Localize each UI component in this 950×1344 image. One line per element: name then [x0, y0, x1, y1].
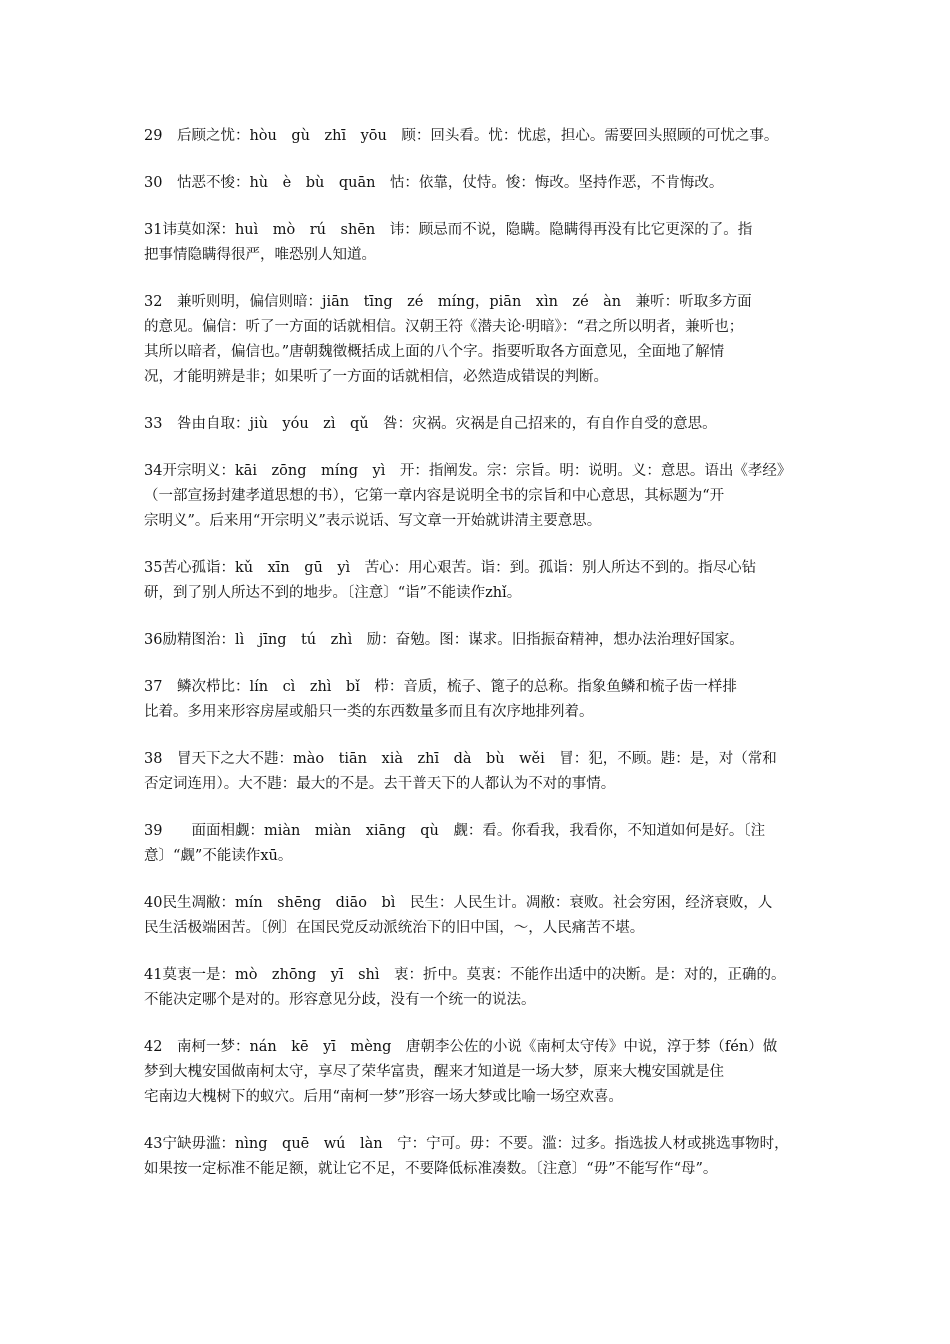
entry-line: 41莫衷一是：mò zhōng yī shì 衷：折中。莫衷：不能作出适中的决断。是：对的，正确的。 — [144, 967, 786, 983]
entry-line: 29 后顾之忧：hòu gù zhī yōu 顾：回头看。忧：忧虑，担心。需要回头照顾的可忧之事。 — [144, 128, 779, 144]
entry-line: 37 鳞次栉比：lín cì zhì bǐ 栉：音质，梳子、篦子的总称。指象鱼鳞和梳子齿一样排 — [144, 679, 737, 695]
entry-line: 把事情隐瞒得很严，唯恐别人知道。 — [144, 247, 376, 263]
entry-line: 31讳莫如深：huì mò rú shēn 讳：顾忌而不说，隐瞒。隐瞒得再没有比它更深的了。指 — [144, 222, 753, 238]
entry-line: 宅南边大槐树下的蚁穴。后用“南柯一梦”形容一场大梦或比喻一场空欢喜。 — [144, 1089, 623, 1105]
entry-line: 30 怙恶不悛：hù è bù quān 怙：依靠，仗恃。悛：悔改。坚持作恶，不肯悔改。 — [144, 175, 724, 191]
idiom-entry — [144, 218, 820, 268]
entry-line: 否定词连用）。大不韪：最大的不是。去干普天下的人都认为不对的事情。 — [144, 776, 616, 792]
idiom-entry — [144, 556, 820, 606]
entry-line: 39 面面相觑：miàn miàn xiāng qù 觑：看。你看我，我看你，不知道如何是好。〔注 — [144, 823, 766, 839]
entry-line: 35苦心孤诣：kǔ xīn gū yì 苦心：用心艰苦。诣：到。孤诣：别人所达不到的。指尽心钻 — [144, 560, 757, 576]
entry-line: 33 咎由自取：jiù yóu zì qǔ 咎：灾祸。灾祸是自己招来的，有自作自受的意思。 — [144, 416, 717, 432]
idiom-entry — [144, 675, 820, 725]
entry-line: 其所以暗者，偏信也。”唐朝魏徵概括成上面的八个字。指要听取各方面意见，全面地了解情 — [144, 344, 725, 360]
idiom-entry — [144, 1035, 820, 1110]
idiom-entry — [144, 459, 820, 534]
idiom-entry — [144, 747, 820, 797]
entry-line: 的意见。偏信：听了一方面的话就相信。汉朝王符《潜夫论·明暗》：“君之所以明者，兼听也； — [144, 319, 744, 335]
entry-line: 38 冒天下之大不韪：mào tiān xià zhī dà bù wěi 冒：犯，不顾。韪：是，对（常和 — [144, 751, 777, 767]
document-page — [144, 124, 820, 1204]
entry-line: 意〕“觑”不能读作xū。 — [144, 848, 293, 864]
entry-line: 36励精图治：lì jīng tú zhì 励：奋勉。图：谋求。旧指振奋精神，想办法治理好国家。 — [144, 632, 744, 648]
entry-line: 43宁缺毋滥：nìng quē wú làn 宁：宁可。毋：不要。滥：过多。指选拔人材或挑选事物时， — [144, 1136, 789, 1152]
idiom-entry — [144, 290, 820, 390]
entry-line: 如果按一定标准不能足额，就让它不足，不要降低标准凑数。〔注意〕“毋”不能写作“母”。 — [144, 1161, 718, 1177]
idiom-entry — [144, 963, 820, 1013]
entry-line: 研，到了别人所达不到的地步。〔注意〕“诣”不能读作zhǐ。 — [144, 585, 522, 601]
idiom-entry — [144, 819, 820, 869]
idiom-entry — [144, 1132, 820, 1182]
entry-line: 32 兼听则明，偏信则暗：jiān tīng zé míng，piān xìn zé àn 兼听：听取多方面 — [144, 294, 752, 310]
idiom-entry — [144, 628, 820, 653]
entry-line: 34开宗明义：kāi zōng míng yì 开：指阐发。宗：宗旨。明：说明。义：意思。语出《孝经》 — [144, 463, 792, 479]
idiom-entry — [144, 412, 820, 437]
entry-line: 42 南柯一梦：nán kē yī mèng 唐朝李公佐的小说《南柯太守传》中说，淳于棼（fén）做 — [144, 1039, 778, 1055]
entry-line: 况，才能明辨是非；如果听了一方面的话就相信，必然造成错误的判断。 — [144, 369, 608, 385]
idiom-entry — [144, 124, 820, 149]
entry-line: （一部宣扬封建孝道思想的书），它第一章内容是说明全书的宗旨和中心意思，其标题为“开 — [144, 488, 725, 504]
idiom-entry — [144, 171, 820, 196]
entry-line: 民生活极端困苦。〔例〕在国民党反动派统治下的旧中国，～，人民痛苦不堪。 — [144, 920, 645, 936]
entry-line: 40民生凋敝：mín shēng diāo bì 民生：人民生计。凋敝：衰败。社会穷困，经济衰败，人 — [144, 895, 773, 911]
entry-line: 梦到大槐安国做南柯太守，享尽了荣华富贵，醒来才知道是一场大梦，原来大槐安国就是住 — [144, 1064, 724, 1080]
idiom-entry — [144, 891, 820, 941]
entry-line: 宗明义”。后来用“开宗明义”表示说话、写文章一开始就讲清主要意思。 — [144, 513, 602, 529]
entry-line: 不能决定哪个是对的。形容意见分歧，没有一个统一的说法。 — [144, 992, 536, 1008]
entry-line: 比着。多用来形容房屋或船只一类的东西数量多而且有次序地排列着。 — [144, 704, 594, 720]
